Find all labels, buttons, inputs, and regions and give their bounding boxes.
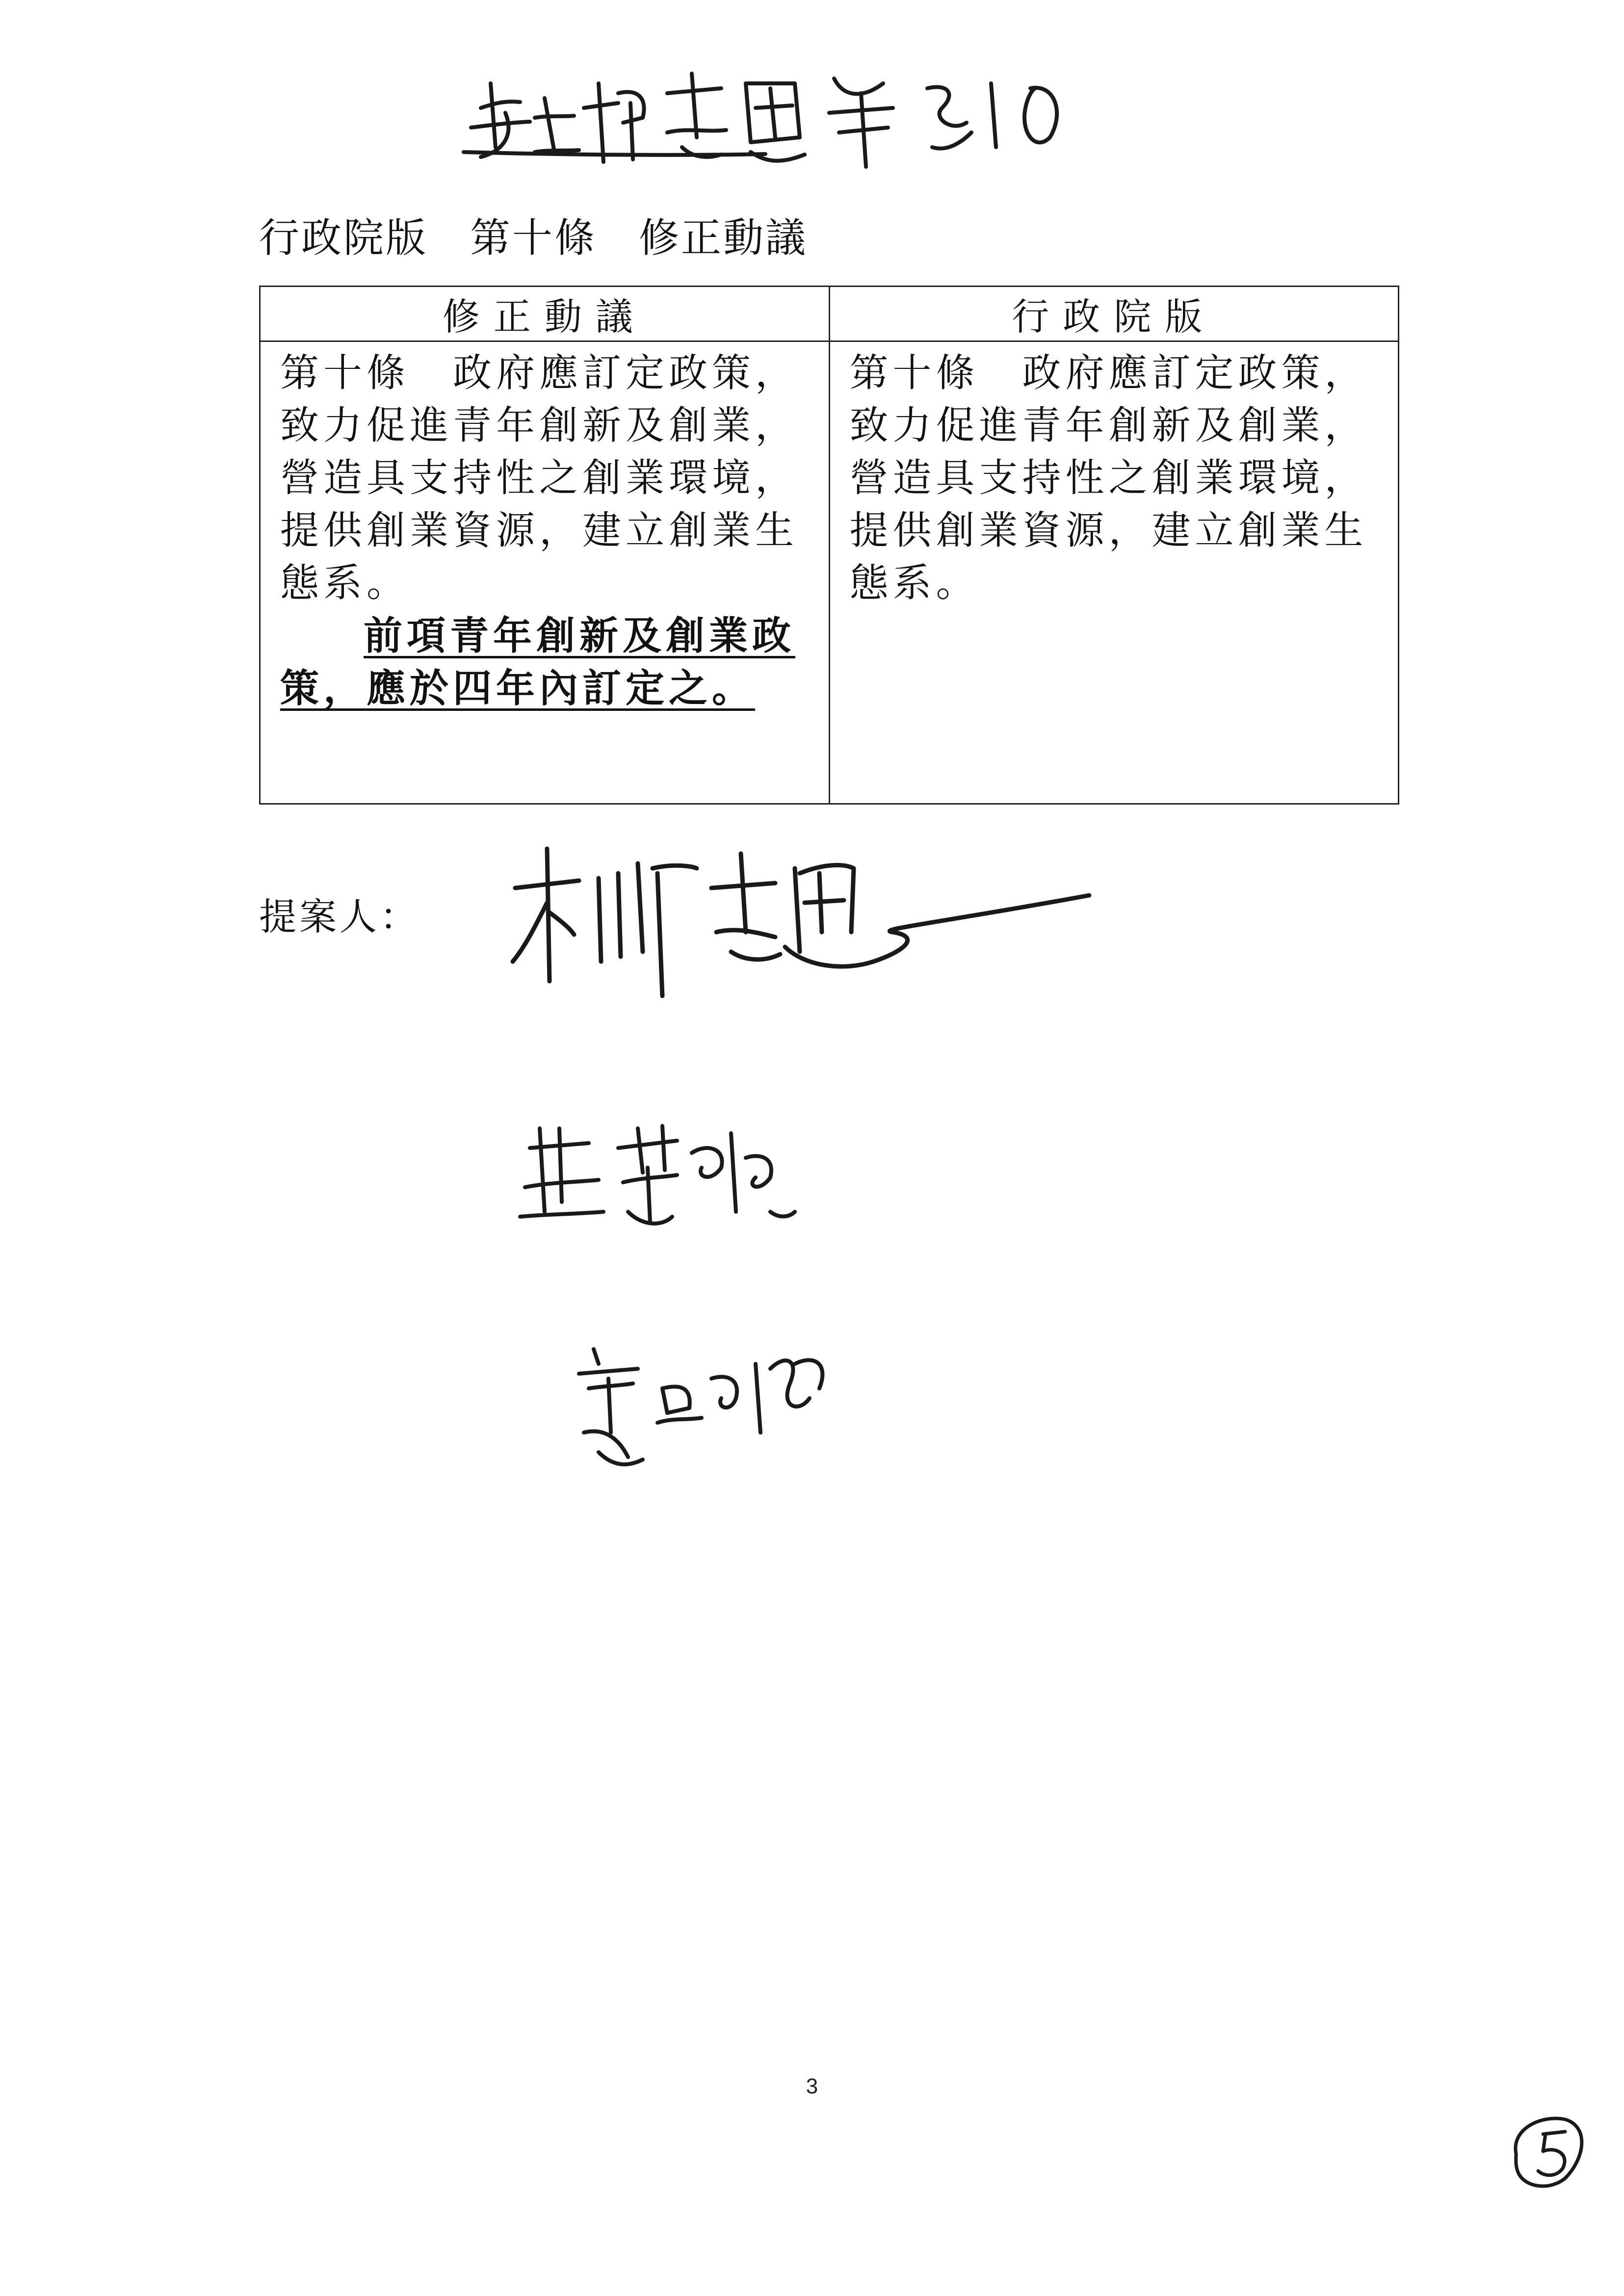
- proposer-label: 提案人：: [259, 895, 420, 939]
- handwritten-title: [461, 54, 1138, 177]
- document-heading: 行政院版 第十條 修正動議: [259, 215, 808, 261]
- page-number: 3: [806, 2074, 818, 2098]
- column-header-amendment: 修正動議: [260, 287, 830, 341]
- page-mark: [1496, 2100, 1595, 2198]
- amendment-cell: [260, 341, 830, 804]
- signature-strokes: [500, 834, 1109, 1030]
- amendment-comparison-table: [259, 286, 1399, 805]
- signature-ko-chih-en: [500, 834, 1109, 1030]
- column-header-executive: 行政院版: [829, 287, 1399, 341]
- signature-ge-ru-jun-1: [515, 1114, 819, 1241]
- page-mark-strokes: [1496, 2100, 1595, 2198]
- amendment-added-text: 前項青年創新及創業政策，應於四年內訂定之。: [280, 613, 795, 711]
- amendment-article-text: 第十條 政府應訂定政策，致力促進青年創新及創業，營造具支持性之創業環境，提供創業資源，建立創業生態系。: [280, 350, 798, 605]
- signature-strokes: [574, 1334, 859, 1482]
- table-row: [260, 341, 1399, 804]
- signature-ge-ru-jun-2: [574, 1334, 859, 1482]
- signature-strokes: [515, 1114, 819, 1241]
- executive-cell: [829, 341, 1399, 804]
- executive-article-text: 第十條 政府應訂定政策，致力促進青年創新及創業，營造具支持性之創業環境，提供創業資源，建立創業生態系。: [849, 350, 1368, 605]
- handwritten-title-strokes: [461, 54, 1138, 177]
- table-header-row: [260, 287, 1399, 341]
